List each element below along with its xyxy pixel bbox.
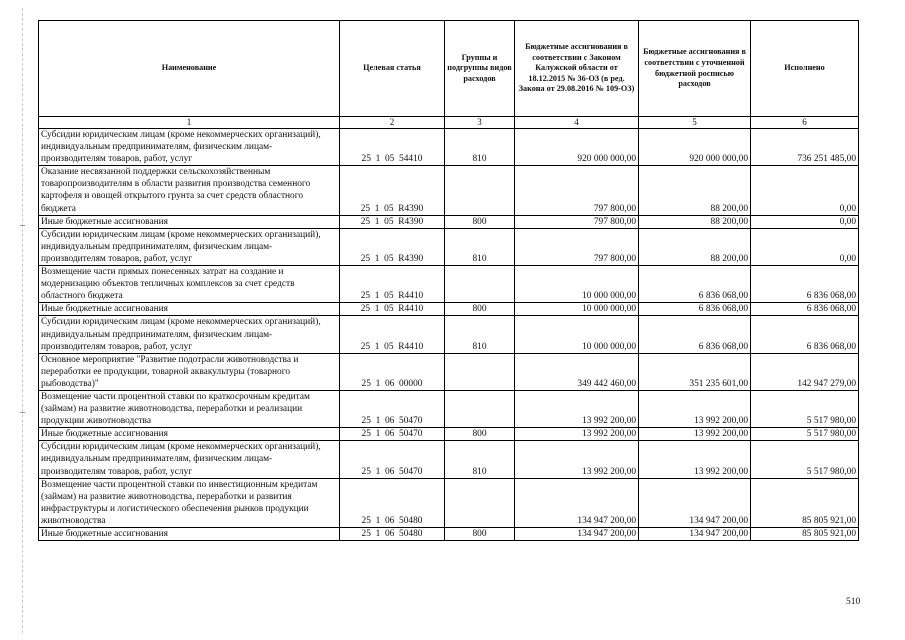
row-expense-group — [445, 166, 515, 215]
row-target-article: 25 1 05 R4390 — [340, 228, 445, 265]
row-target-article: 25 1 06 50470 — [340, 390, 445, 427]
row-name: Субсидии юридическим лицам (кроме некоммерческих организаций), индивидуальным предпринимателям, физическим лицам-производителям товаров, работ, услуг — [39, 228, 340, 265]
row-executed-amount: 736 251 485,00 — [751, 129, 859, 166]
row-law-amount: 13 992 200,00 — [515, 441, 639, 478]
row-name: Иные бюджетные ассигнования — [39, 215, 340, 228]
row-executed-amount: 142 947 279,00 — [751, 353, 859, 390]
row-executed-amount: 0,00 — [751, 228, 859, 265]
row-refined-amount: 6 836 068,00 — [639, 303, 751, 316]
row-name: Оказание несвязанной поддержки сельскохозяйственным товаропроизводителям в области развития производства семенного картофеля и овощей открытого грунта за счет средств областного бюджета — [39, 166, 340, 215]
header-row — [39, 21, 859, 117]
table-row — [39, 478, 859, 527]
row-law-amount: 10 000 000,00 — [515, 303, 639, 316]
table-row — [39, 428, 859, 441]
margin-tick — [20, 412, 25, 413]
row-refined-amount: 88 200,00 — [639, 228, 751, 265]
column-number: 3 — [445, 117, 515, 129]
row-target-article: 25 1 06 50480 — [340, 478, 445, 527]
row-expense-group — [445, 266, 515, 303]
row-executed-amount: 0,00 — [751, 166, 859, 215]
row-expense-group: 800 — [445, 215, 515, 228]
row-executed-amount: 85 805 921,00 — [751, 528, 859, 541]
row-expense-group — [445, 478, 515, 527]
column-number: 5 — [639, 117, 751, 129]
row-refined-amount: 88 200,00 — [639, 166, 751, 215]
row-target-article: 25 1 05 R4410 — [340, 316, 445, 353]
row-expense-group: 810 — [445, 316, 515, 353]
row-law-amount: 13 992 200,00 — [515, 428, 639, 441]
row-executed-amount: 5 517 980,00 — [751, 441, 859, 478]
row-law-amount: 797 800,00 — [515, 215, 639, 228]
column-number: 6 — [751, 117, 859, 129]
row-law-amount: 134 947 200,00 — [515, 478, 639, 527]
column-number: 1 — [39, 117, 340, 129]
row-target-article: 25 1 05 R4390 — [340, 215, 445, 228]
row-expense-group — [445, 353, 515, 390]
row-target-article: 25 1 06 50470 — [340, 428, 445, 441]
row-name: Иные бюджетные ассигнования — [39, 528, 340, 541]
row-name: Иные бюджетные ассигнования — [39, 428, 340, 441]
table-row — [39, 215, 859, 228]
table-row — [39, 303, 859, 316]
row-name: Возмещение части процентной ставки по краткосрочным кредитам (займам) на развитие животноводства, переработки и реализации продукции животноводства — [39, 390, 340, 427]
header-target-article: Целевая статья — [340, 21, 445, 117]
column-number: 2 — [340, 117, 445, 129]
row-refined-amount: 6 836 068,00 — [639, 316, 751, 353]
row-refined-amount: 13 992 200,00 — [639, 428, 751, 441]
binding-margin-line — [22, 8, 24, 633]
row-expense-group: 810 — [445, 441, 515, 478]
table-row — [39, 166, 859, 215]
row-law-amount: 10 000 000,00 — [515, 316, 639, 353]
row-target-article: 25 1 06 50470 — [340, 441, 445, 478]
row-law-amount: 797 800,00 — [515, 228, 639, 265]
header-expense-groups: Группы и подгруппы видов расходов — [445, 21, 515, 117]
row-refined-amount: 134 947 200,00 — [639, 528, 751, 541]
row-refined-amount: 351 235 601,00 — [639, 353, 751, 390]
row-expense-group — [445, 390, 515, 427]
table-row — [39, 316, 859, 353]
row-target-article: 25 1 05 R4410 — [340, 303, 445, 316]
row-law-amount: 349 442 460,00 — [515, 353, 639, 390]
table-body — [39, 129, 859, 541]
row-name: Иные бюджетные ассигнования — [39, 303, 340, 316]
row-name: Возмещение части процентной ставки по инвестиционным кредитам (займам) на развитие животноводства, переработки и развития инфраструктуры и логистического обеспечения рынков продукции животноводства — [39, 478, 340, 527]
row-executed-amount: 5 517 980,00 — [751, 390, 859, 427]
page-number: 510 — [846, 597, 861, 607]
row-name: Субсидии юридическим лицам (кроме некоммерческих организаций), индивидуальным предпринимателям, физическим лицам-производителям товаров, работ, услуг — [39, 316, 340, 353]
row-target-article: 25 1 05 R4410 — [340, 266, 445, 303]
row-name: Основное мероприятие "Развитие подотрасли животноводства и переработки ее продукции, товарной аквакультуры (товарного рыбоводства)" — [39, 353, 340, 390]
table-row — [39, 390, 859, 427]
row-target-article: 25 1 06 00000 — [340, 353, 445, 390]
table-row — [39, 528, 859, 541]
row-expense-group: 810 — [445, 228, 515, 265]
row-target-article: 25 1 06 50480 — [340, 528, 445, 541]
header-refined-allocations: Бюджетные ассигнования в соответствии с уточненной бюджетной росписью расходов — [639, 21, 751, 117]
margin-tick — [20, 225, 25, 226]
row-expense-group: 800 — [445, 303, 515, 316]
row-refined-amount: 6 836 068,00 — [639, 266, 751, 303]
row-law-amount: 797 800,00 — [515, 166, 639, 215]
header-law-allocations: Бюджетные ассигнования в соответствии с Законом Калужской области от 18.12.2015 № 36-ОЗ (в ред. Закона от 29.08.2016 № 109-ОЗ) — [515, 21, 639, 117]
row-executed-amount: 0,00 — [751, 215, 859, 228]
table-row — [39, 353, 859, 390]
column-number: 4 — [515, 117, 639, 129]
row-name: Субсидии юридическим лицам (кроме некоммерческих организаций), индивидуальным предпринимателям, физическим лицам-производителям товаров, работ, услуг — [39, 129, 340, 166]
row-name: Возмещение части прямых понесенных затрат на создание и модернизацию объектов тепличных комплексов за счет средств областного бюджета — [39, 266, 340, 303]
row-refined-amount: 134 947 200,00 — [639, 478, 751, 527]
row-executed-amount: 6 836 068,00 — [751, 303, 859, 316]
row-law-amount: 10 000 000,00 — [515, 266, 639, 303]
table-row — [39, 266, 859, 303]
row-target-article: 25 1 05 54410 — [340, 129, 445, 166]
row-law-amount: 920 000 000,00 — [515, 129, 639, 166]
header-executed: Исполнено — [751, 21, 859, 117]
row-executed-amount: 6 836 068,00 — [751, 316, 859, 353]
table-row — [39, 129, 859, 166]
row-name: Субсидии юридическим лицам (кроме некоммерческих организаций), индивидуальным предпринимателям, физическим лицам-производителям товаров, работ, услуг — [39, 441, 340, 478]
table-row — [39, 228, 859, 265]
row-expense-group: 810 — [445, 129, 515, 166]
row-executed-amount: 6 836 068,00 — [751, 266, 859, 303]
row-law-amount: 13 992 200,00 — [515, 390, 639, 427]
table-row — [39, 441, 859, 478]
row-refined-amount: 88 200,00 — [639, 215, 751, 228]
row-expense-group: 800 — [445, 428, 515, 441]
column-number-row — [39, 117, 859, 129]
row-executed-amount: 85 805 921,00 — [751, 478, 859, 527]
budget-table — [38, 20, 859, 541]
row-refined-amount: 13 992 200,00 — [639, 441, 751, 478]
row-target-article: 25 1 05 R4390 — [340, 166, 445, 215]
header-name: Наименование — [39, 21, 340, 117]
row-law-amount: 134 947 200,00 — [515, 528, 639, 541]
row-executed-amount: 5 517 980,00 — [751, 428, 859, 441]
row-refined-amount: 13 992 200,00 — [639, 390, 751, 427]
row-expense-group: 800 — [445, 528, 515, 541]
row-refined-amount: 920 000 000,00 — [639, 129, 751, 166]
